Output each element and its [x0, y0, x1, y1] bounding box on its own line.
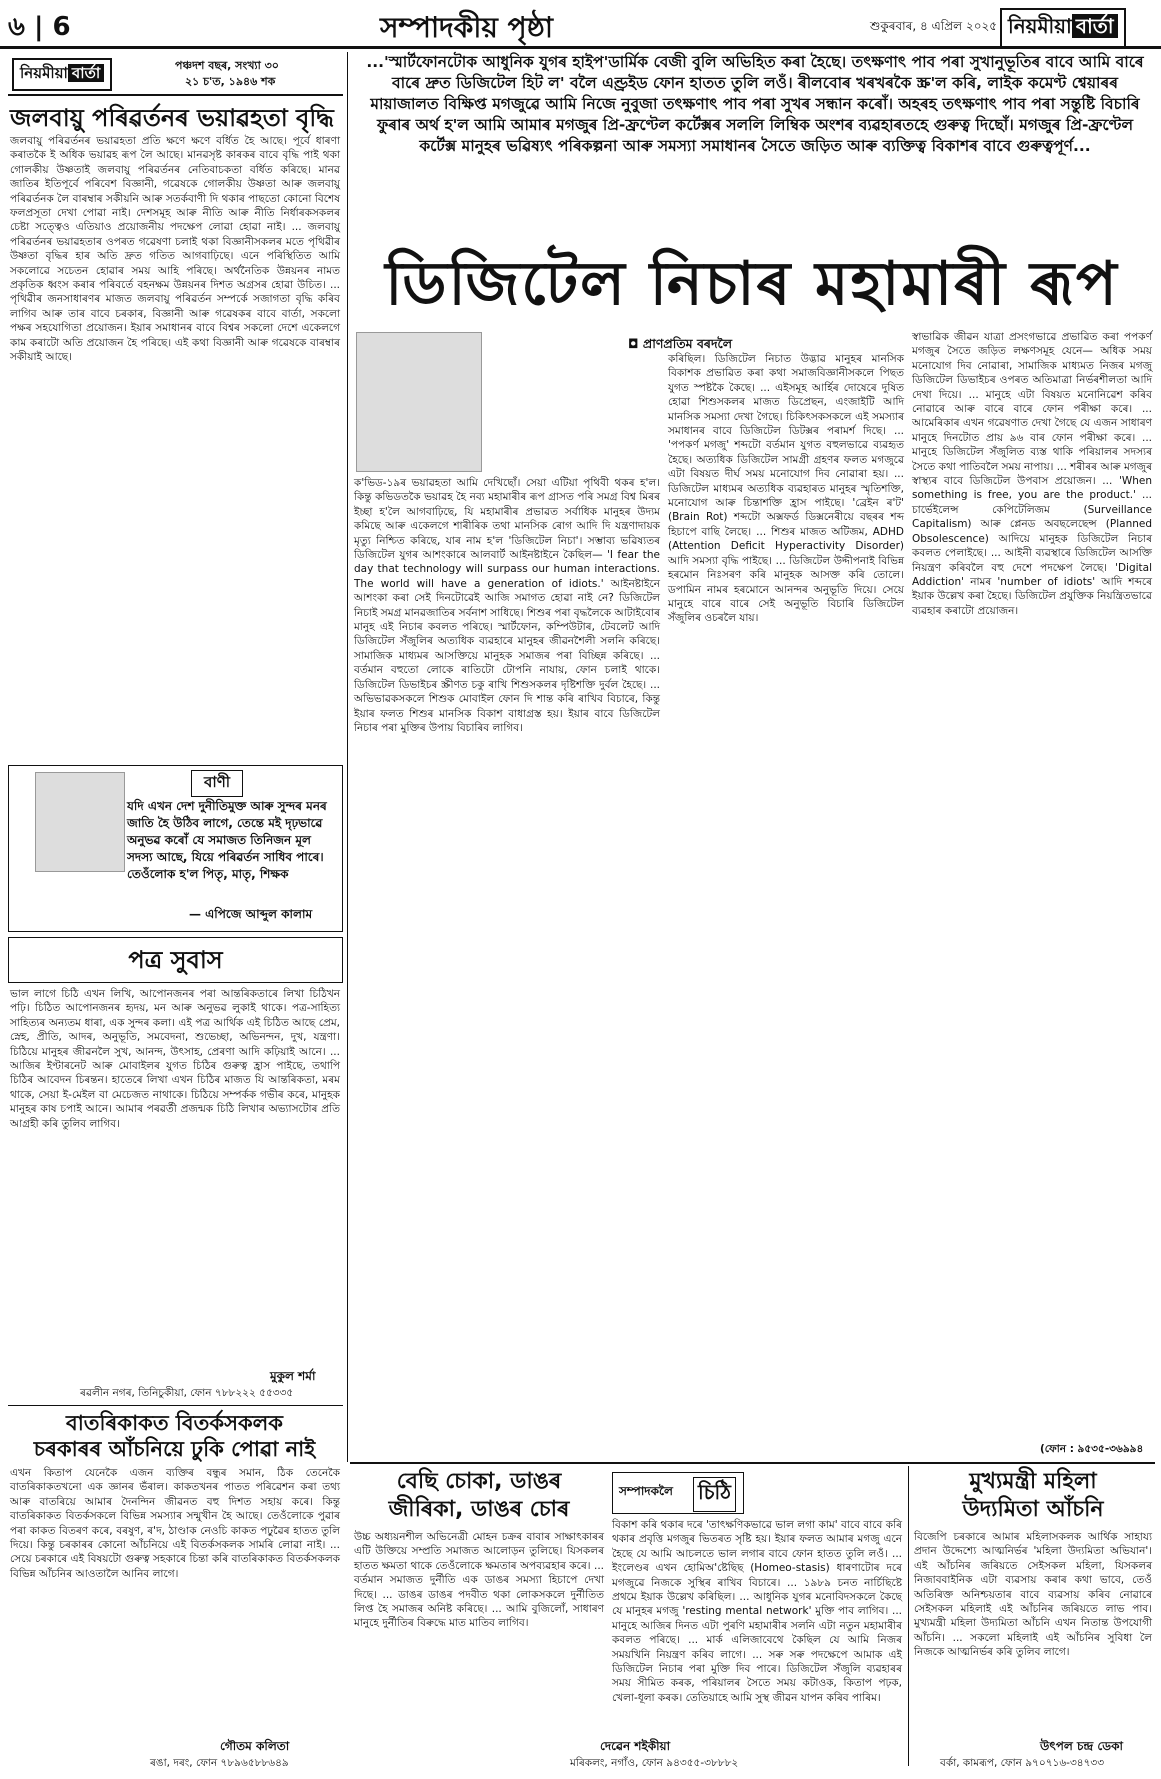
bl-body: উচ্চ অধ্যয়নশীল অভিনেত্ৰী মোহন চক্ৰৰ বাবাৰ সাক্ষাৎকাৰৰ এটি উক্তিয়ে সম্প্ৰতি সমাজত আলোড়ন তুলিছে। যিসকলৰ হাতত ক্ষমতা থাকে তেওঁলোকে ক্ষমতাৰ অপব্যৱহাৰ কৰে। ... বৰ্তমান সমাজত দুৰ্নীতি এক ডাঙৰ সমস্যা হিচাপে দেখা দিছে। ... ডাঙৰ ডাঙৰ পদবীত থকা লোকসকলে দুৰ্নীতিত লিপ্ত হৈ সমাজৰ অনিষ্ট কৰিছে। ... আমি বুজিলোঁ, সাধাৰণ মানুহে দুৰ্নীতিৰ বিৰুদ্ধে মাত মাতিব লাগিব। — [354, 1531, 608, 1630]
br-heading-line2: উদ্যমিতা আঁচনি — [962, 1497, 1104, 1522]
label-big: চিঠি — [693, 1477, 736, 1512]
lead-bottom-rule — [350, 1462, 1155, 1464]
br-address: বৰ্কা, কামৰূপ, ফোন ৯৭০৭১৬-৩৪৭৩৩ — [940, 1757, 1105, 1769]
controversy-address: ৰঙা, দৰং, ফোন ৭৮৯৬৫৮৮৬৪৯ — [150, 1757, 289, 1769]
section-title: সম্পাদকীয় পৃষ্ঠা — [380, 11, 553, 44]
controversy-body: এখন কিতাপ যেনেকৈ এজন ব্যক্তিৰ বন্ধুৰ সমান, ঠিক তেনেকৈ বাতৰিকাকতখনো এক জ্ঞানৰ ভঁৰাল। কাকতখনৰ পাতত পৰিৱেশন কৰা তথ্য আৰু বাতৰিয়ে আমাৰ দৈনন্দিন জীৱনত বহু দিশত সহায় কৰে। কিন্তু বাতৰিকাকত বিতৰ্কসকলে বিভিন্ন সমস্যাৰ সন্মুখীন হৈ আছে। তেওঁলোকে পুৱাৰ পৰা কাকত বিতৰণ কৰে, বৰষুণ, ৰ'দ, ঠাণ্ডাক নেওচি কাকত পঢ়ুৱৈৰ হাতত তুলি দিয়ে। কিন্তু চৰকাৰৰ কোনো আঁচনিয়ে এই বিতৰ্কসকলক সামৰি লোৱা নাই। ... সেয়ে চৰকাৰে এই বিষয়টো গুৰুত্ব সহকাৰে চিন্তা কৰি বাতৰিকাকত বিতৰ্কসকলক বিভিন্ন আঁচনিৰ আওতালৈ আনিব লাগে। — [10, 1467, 344, 1580]
controversy-heading-line1: বাতৰিকাকত বিতৰ্কসকলক — [66, 1411, 283, 1435]
lead-col3-text: স্বাভাৱিক জীৱন যাত্ৰা প্ৰসংগভাৱে প্ৰভাৱিত কৰা পপকৰ্ণ মগজুৰ সৈতে জড়িত লক্ষণসমূহ যেনে— অধিক সময় মনোযোগ দিব নোৱাৰা, সামাজিক মাধ্যমত নিজৰ মগজু ডিজিটেল ডিভাইচৰ ওপৰত অতিমাত্ৰা নিৰ্ভৰশীলতা আদি দেখা দিয়ে। ... মানুহে এটা বিষয়ত মনোনিৱেশ কৰিব নোৱাৰে আৰু বাৰে বাৰে ফোন পৰীক্ষা কৰে। ... আমেৰিকাৰ এখন গৱেষণাত দেখা গৈছে যে এজন সাধাৰণ মানুহে দিনটোত প্ৰায় ৯৬ বাৰ ফোন পৰীক্ষা কৰে। ... মানুহে ডিজিটেল সঁজুলিত ব্যস্ত থাকি পৰিয়ালৰ সদস্যৰ সৈতে কথা পাতিবলৈ সময় নাপায়। ... শৰীৰৰ আৰু মগজুৰ স্বাস্থ্যৰ বাবে ডিজিটেল উপবাস প্ৰয়োজন। ... 'When something is free, you are the product.' ... চাৰ্ভেইলেন্স কেপিটেলিজম (Surveillance Capitalism) আৰু প্লেনড অবছলেছেন্স (Planned Obsolescence) আদিয়ে মানুহক ডিজিটেল নিচাৰ কবলত পেলাইছে। ... আইনী ব্যৱস্থাৰে ডিজিটেল আসক্তি নিয়ন্ত্ৰণ কৰিবলৈ বহু দেশে পদক্ষেপ লৈছে। 'Digital Addiction' নামৰ 'number of idiots' আদি শব্দৰে ইয়াক উল্লেখ কৰা হৈছে। ডিজিটেল প্ৰযুক্তিক নিয়ন্ত্ৰিতভাৱে ব্যৱহাৰ কৰাটো প্ৰয়োজন। — [912, 331, 1156, 617]
masthead-logo-right: বাৰ্তা — [68, 64, 104, 82]
editorial-body: জলবায়ু পৰিৱৰ্তনৰ ভয়াৱহতা প্ৰতি ক্ষণে ক্ষণে বৰ্ধিত হৈ আছে। পূৰ্বে ধাৰণা কৰাতকৈ ই অধিক ভয়াৱহ ৰূপ লৈ আছে। মানৱসৃষ্ট কাৰকৰ বাবে বৃদ্ধি পাই থকা গোলকীয় উষ্ণতাই জলবায়ু পৰিৱৰ্তনৰ নেতিবাচকতা বৰ্ধিত কৰিছে। মানৱ জাতিৰ ইতিপূৰ্বে পৰিবেশ বিজ্ঞানী, গৱেষকে গোলকীয় উষ্ণতা আৰু জলবায়ু পৰিৱৰ্তনক লৈ বাৰম্বাৰ সকীয়নি আৰু সতৰ্কবাণী দি থকাৰ পাছতো কোনো বিশেষ ফলপ্ৰসূতা দেখা পোৱা নাই। দেশসমূহ আৰু নীতি আৰু নীতি নিৰ্ধাৰকসকলৰ চেষ্টা সত্ত্বেও এতিয়াও প্ৰয়োজনীয় পদক্ষেপ লোৱা হোৱা নাই। ... জলবায়ু পৰিৱৰ্তনৰ ভয়াৱহতাৰ ওপৰত গৱেষণা চলাই থকা বিজ্ঞানীসকলৰ মতে পৃথিৱীৰ উষ্ণতা বৃদ্ধিৰ হাৰ অতি দ্ৰুত গতিত আগবাঢ়িছে। এনে পৰিস্থিতিত আমি সকলোৱে সচেতন হোৱাৰ সময় আহি পৰিছে। অৰ্থনৈতিক উন্নয়নৰ নামত প্ৰকৃতিক ধ্বংস কৰাৰ পৰিবৰ্তে বহনক্ষম উন্নয়নৰ দিশত অগ্ৰসৰ হোৱা উচিত। ... পৃথিৱীৰ জনসাধাৰণৰ মাজত জলবায়ু পৰিৱৰ্তন সম্পৰ্কে সজাগতা বৃদ্ধি কৰিব লাগিব আৰু তাৰ বাবে চৰকাৰ, বিজ্ঞানী আৰু গৱেষকৰ বাবে বাৰ্তা, সকলো পক্ষৰ সহযোগিতা প্ৰয়োজন। ইয়াৰ সমাধানৰ বাবে বিশ্বৰ সকলো দেশে একেলগে কাম কৰাটো অতি প্ৰয়োজন হৈ পৰিছে। এই কথা বিজ্ঞানী আৰু গৱেষকে বাৰম্বাৰ সকীয়াই আছে। — [10, 135, 344, 364]
header-logo-left: নিয়মীয়া — [1008, 14, 1072, 38]
masthead-logo — [12, 58, 112, 91]
lead-phone: (ফোন : ৯৫৩৫-৩৬৯৯৪ — [1040, 1443, 1144, 1455]
letters-address: ৰৱলীন নগৰ, তিনিচুকীয়া, ফোন ৭৮৮২২২ ৫৫৩৩৫ — [80, 1387, 294, 1399]
br-heading-line1: মুখ্যমন্ত্ৰী মহিলা — [969, 1469, 1097, 1494]
header-rule — [0, 46, 1161, 49]
date-saka: ২১ চ'ত, ১৯৪৬ শক — [185, 75, 276, 88]
controversy-heading-line2: চৰকাৰৰ আঁচনিয়ে ঢুকি পোৱা নাই — [33, 1437, 316, 1461]
bl-heading-line2: জীৰিকা, ডাঙৰ চোৰ — [388, 1497, 570, 1522]
bm-body: বিকাশ কৰি থকাৰ দৰে 'তাৎক্ষণিকভাৱে ভাল লগা কাম' বাবে বাবে কৰি থকাৰ প্ৰবৃত্তি মগজুৰ ভিতৰত সৃষ্টি হয়। ইয়াৰ ফলত আমাৰ মগজু এনে হৈছে যে আমি আচলতে ভাল লগাৰ বাবে ফোন হাতত তুলি লওঁ। ... ইংলেণ্ডৰ এখন হোমিঅ'ষ্টেছিছ (Homeo-stasis) ধাৰণাটোৰ দৰে মগজুৱে নিজকে সুস্থিৰ ৰাখিব বিচাৰে। ... ১৯৮৯ চনত নাৰ্চিছিষ্টে প্ৰথমে ইয়াক উল্লেখ কৰিছিল। ... আধুনিক যুগৰ মনোবিদসকলে কৈছে যে মানুহৰ মগজু 'resting mental network' মুক্তি পাব লাগিব। ... মানুহে আজিৰ দিনত এটা পুৰণি মহামাৰীৰ সলনি এটা নতুন মহামাৰীৰ কবলত পৰিছে। ... মাৰ্ক এলিজাবেথে কৈছিল যে আমি নিজৰ সময়খিনি নিয়ন্ত্ৰণ কৰিব লাগে। ... সৰু সৰু পদক্ষেপে আমাক এই ডিজিটেল নিচাৰ পৰা মুক্তি দিব পাৰে। ডিজিটেল সঁজুলি ব্যৱহাৰৰ সময় সীমিত কৰক, পৰিয়ালৰ সৈতে সময় কটাওক, কিতাপ পঢ়ক, খেলা-ধূলা কৰক। তেতিয়াহে আমি সুস্থ জীৱন যাপন কৰিব পাৰিম। — [612, 1519, 906, 1704]
controversy-author: গৌতম কলিতা — [220, 1739, 290, 1753]
br-author: উৎপল চন্দ্ৰ ডেকা — [1040, 1739, 1123, 1753]
page-number: ৬ | 6 — [8, 12, 71, 42]
quote-author: — এপিজে আব্দুল কালাম — [189, 907, 313, 921]
letters-body: ভাল লাগে চিঠি এখন লিখি, আপোনজনৰ পৰা আন্তৰিকতাৰে লিখা চিঠিখন পঢ়ি। চিঠিত আপোনজনৰ হৃদয়, মন আৰু অনুভৱ লুকাই থাকে। পত্ৰ-সাহিত্য সাহিত্যৰ অন্যতম ধাৰা, এক সুন্দৰ কলা। এই পত্ৰ আৰ্থিক এই চিঠিত আছে প্ৰেম, স্নেহ, প্ৰীতি, আদৰ, অনুভূতি, সমবেদনা, শুভেচ্ছা, অভিনন্দন, দুখ, যন্ত্ৰণা। চিঠিয়ে মানুহৰ জীৱনলৈ সুখ, আনন্দ, উৎসাহ, প্ৰেৰণা আদি কঢ়িয়াই আনে। ... আজিৰ ইণ্টাৰনেট আৰু মোবাইলৰ যুগত চিঠিৰ গুৰুত্ব হ্ৰাস পাইছে, তথাপি চিঠিৰ আবেদন চিৰন্তন। হাতেৰে লিখা এখন চিঠিৰ মাজত যি আন্তৰিকতা, মৰম থাকে, সেয়া ই-মেইল বা মেচেজত নাথাকে। চিঠিয়ে সম্পৰ্কক গভীৰ কৰে, মানুহক মানুহৰ কাষ চপাই আনে। আমাৰ পৰৱৰ্তী প্ৰজন্মক চিঠি লিখাৰ অভ্যাসটোৰ প্ৰতি আগ্ৰহী কৰি তুলিব লাগিব। — [10, 988, 344, 1130]
br-body: বিজেপি চৰকাৰে আমাৰ মহিলাসকলক আৰ্থিক সাহায্য প্ৰদান উদ্দেশ্যে আত্মনিৰ্ভৰ 'মহিলা উদ্যমিতা অভিযান'। এই আঁচনিৰ জৰিয়তে সেইসকল মহিলা, যিসকলৰ নিজাববাইনিক এটা ব্যৱসায় কৰাৰ কথা ভাবে, তেওঁ অতিৰিক্ত অনিশ্চয়তাৰ বাবে ব্যৱসায় কৰিব নোৱাৰে সেইসকল মহিলাই এই আঁচনিৰ জৰিয়তে লাভ পাব। মুখ্যমন্ত্ৰী মহিলা উদ্যমিতা আঁচনি এখন নিতান্ত উপযোগী আঁচনি। ... সকলো মহিলাই এই আঁচনিৰ সুবিধা লৈ নিজকে আত্মনিৰ্ভৰ কৰি তুলিব লাগে। — [914, 1531, 1156, 1659]
label-small: সম্পাদকলৈ — [619, 1484, 673, 1498]
controversy-rule — [8, 1405, 343, 1406]
bl-heading — [354, 1468, 604, 1524]
letters-heading-box — [8, 937, 343, 983]
editorial-title: জলবায়ু পৰিৱৰ্তনৰ ভয়াৱহতা বৃদ্ধি — [10, 103, 334, 132]
masthead-rule — [8, 94, 343, 96]
letters-heading: পত্ৰ সুবাস — [128, 946, 223, 974]
masthead-logo-left: নিয়মীয়া — [20, 64, 68, 82]
bl-author: দেৱেন শইকীয়া — [600, 1739, 671, 1753]
br-heading — [912, 1468, 1154, 1524]
column-divider — [347, 52, 348, 1462]
lead-headline: ডিজিটেল নিচাৰ মহামাৰী ৰূপ — [385, 249, 1119, 319]
quote-box — [8, 765, 343, 932]
quote-heading: বাণী — [191, 770, 243, 797]
header-date: শুকুৰবাৰ, ৪ এপ্ৰিল ২০২৫ — [870, 19, 998, 33]
lead-col1-text: ক'ভিড-১৯ৰ ভয়াৱহতা আমি দেখিছোঁ। সেয়া এটিয়া পৃথিবী থকৰ হ'ল। কিন্তু কভিডতকৈ ভয়াৱহ হৈ নব্য মহামাৰীৰ ৰূপ গ্ৰাসত পৰি সমগ্ৰ বিশ্ব মিৰৰ ইচ্ছা হ'লৈ আগবাঢ়িছে, যি মহামাৰীৰ প্ৰভাৱত সৰ্বাধিক মানুহৰ উদ্যম কমিছে আৰু একেলগে শাৰীৰিক তথা মানসিক ৰোগ আদি দি যন্ত্ৰণাদায়ক মৃত্যু নিশ্চিত কৰিছে, যাৰ নাম হ'ল 'ডিজিটেল নিচা'। সম্ভাব্য ভৱিষ্যতৰ ডিজিটেল যুগৰ আশংকাৰে আলবাৰ্ট আইনষ্টাইনে কৈছিল— 'I fear the day that technology will surpass our human interactions. The world will have a generation of idiots.' আইনষ্টাইনে আশংকা কৰা সেই দিনটোৱেই আজি সমাগত হোৱা নাই নে? ডিজিটেল নিচাই সমগ্ৰ মানৱজাতিৰ সৰ্বনাশ সাধিছে। শিশুৰ পৰা বৃদ্ধলৈকে আটাইবোৰ মানুহ এই নিচাৰ কবলত পৰিছে। স্মাৰ্টফোন, কম্পিউটাৰ, টেবলেট আদি ডিজিটেল সঁজুলিৰ অত্যধিক ব্যৱহাৰে মানুহৰ জীৱনশৈলী সলনি কৰিছে। সামাজিক মাধ্যমৰ আসক্তিয়ে মানুহক সমাজৰ পৰা বিচ্ছিন্ন কৰিছে। ... বৰ্তমান বহুতো লোকে ৰাতিটো টোপনি নাযায়, ফোন চলাই থাকে। ডিজিটেল ডিভাইচৰ স্ক্ৰীণত চকু ৰাখি শিশুসকলৰ দৃষ্টিশক্তি দুৰ্বল হৈছে। ... অভিভাৱকসকলে শিশুক মোবাইল ফোন দি শান্ত কৰি ৰাখিব বিচাৰে, কিন্তু ইয়াৰ ফলত শিশুৰ মানসিক বিকাশ বাধাগ্ৰস্ত হয়। ইয়াৰ বাবে ডিজিটেল নিচাৰ পৰা মুক্তিৰ উপায় বিচাৰিব লাগিব। — [354, 477, 664, 734]
quote-text: যদি এখন দেশ দুনীতিমুক্ত আৰু সুন্দৰ মনৰ জাতি হৈ উঠিব লাগে, তেন্তে মই দৃঢ়ভাৱে অনুভৱ কৰোঁ যে সমাজত তিনিজন মূল সদস্য আছে, যিয়ে পৰিৱৰ্তন সাধিব পাৰে। তেওঁলোক হ'ল পিতৃ, মাতৃ, শিক্ষক — [127, 799, 327, 881]
byline-name: প্ৰাণপ্ৰতিম বৰদলৈ — [642, 336, 733, 351]
bl-address: মৰিকলং, নগাঁও, ফোন ৯৪৩৫৫-৩৮৮৮২ — [570, 1757, 739, 1769]
year-issue: পঞ্চদশ বছৰ, সংখ্যা ৩০ — [175, 59, 279, 72]
header-logo — [1000, 8, 1126, 49]
bl-heading-line1: বেছি চোকা, ডাঙৰ — [396, 1469, 562, 1494]
lead-col2-text: কৰিছিল। ডিজিটেল নিচাত উদ্ভাৱ মানুহৰ মানসিক বিকাশক প্ৰভাৱিত কৰা কথা সমাজবিজ্ঞানীসকলে পিছত যুগত স্পষ্টকৈ কৈছে। ... এইসমূহ আৰ্হিৰ দোষেৰে দুষিত হোৱা শিশুসকলৰ মাজত ডিপ্ৰেছন, এংজাইটি আদি মানসিক সমস্যা দেখা গৈছে। চিকিৎসকসকলে এই সমস্যাৰ সমাধানৰ বাবে ডিজিটেল ডিটক্সৰ পৰামৰ্শ দিছে। ... 'পপকৰ্ণ মগজু' শব্দটো বৰ্তমান যুগত বহুলভাৱে ব্যৱহৃত হৈছে। অত্যধিক ডিজিটেল সামগ্ৰী গ্ৰহণৰ ফলত মগজুৱে এটা বিষয়ত দীৰ্ঘ সময় মনোযোগ দিব নোৱাৰা হয়। ... ডিজিটেল মাধ্যমৰ অত্যধিক ব্যৱহাৰত মানুহৰ স্মৃতিশক্তি, মনোযোগ আৰু চিন্তাশক্তি হ্ৰাস পাইছে। 'ব্ৰেইন ৰ'ট' (Brain Rot) শব্দটো অক্সফৰ্ড ডিক্সনেৰীয়ে বছৰৰ শব্দ হিচাপে বাছি লৈছে। ... শিশুৰ মাজত অটিজম, ADHD (Attention Deficit Hyperactivity Disorder) আদি সমস্যা বৃদ্ধি পাইছে। ... ডিজিটেল উদ্দীপনাই বিভিন্ন হৰমোন নিঃসৰণ কৰি মানুহক আসক্ত কৰি তোলে। ডপামিন নামৰ হৰমোনে আনন্দৰ অনুভূতি দিয়ে। সেয়ে মানুহে বাৰে বাৰে সেই অনুভূতি বিচাৰি ডিজিটেল সঁজুলিৰ ওচৰলৈ যায়। — [668, 353, 908, 625]
letters-section-label — [612, 1472, 744, 1514]
lead-kicker: ...'স্মাৰ্টফোনটোক আধুনিক যুগৰ হাইপ'ডাৰ্মিক বেজী বুলি অভিহিত কৰা হৈছে। তৎক্ষণাৎ পাব পৰা সুখানুভূতিৰ বাবে আমি বাৰে বাৰে দ্ৰুত ডিজিটেল হিট ল' বলৈ এণ্ড্ৰইড ফোন হাতত তুলি লওঁ। ৰীলবোৰ খৰখৰকৈ স্ক্ৰ'ল কৰি, লাইক কমেণ্ট শ্বেয়াৰৰ মায়াজালত বিক্ষিপ্ত মগজুৱে আমি নিজে নুবুজা তৎক্ষণাৎ পাব পৰা সুখৰ সন্ধান কৰোঁ। অহৰহ তৎক্ষণাৎ পাব পৰা সন্তুষ্টি বিচাৰি ফুৰাৰ অৰ্থ হ'ল আমি আমাৰ মগজুৰ প্ৰি-ফ্ৰণ্টেল কৰ্টেক্সৰ সললি লিম্বিক অংশৰ ব্যৱহাৰতহে গুৰুত্ব দিছোঁ। মগজুৰ প্ৰি-ফ্ৰণ্টেল কৰ্টেক্স মানুহৰ ভৱিষ্যৎ পৰিকল্পনা আৰু সমস্যা সমাধানৰ সৈতে জড়িত আৰু ব্যক্তিত্ব বিকাশৰ বাবে গুৰুত্বপূৰ্ণ... — [366, 53, 1144, 155]
author-photo-lead — [356, 332, 482, 472]
br-divider — [908, 1466, 909, 1766]
author-photo — [35, 772, 125, 872]
letters-author: মুকুল শৰ্মা — [270, 1369, 316, 1383]
controversy-heading — [8, 1410, 341, 1462]
byline-square-icon: ◘ — [628, 336, 643, 351]
header-logo-right: বাৰ্তা — [1072, 14, 1118, 38]
